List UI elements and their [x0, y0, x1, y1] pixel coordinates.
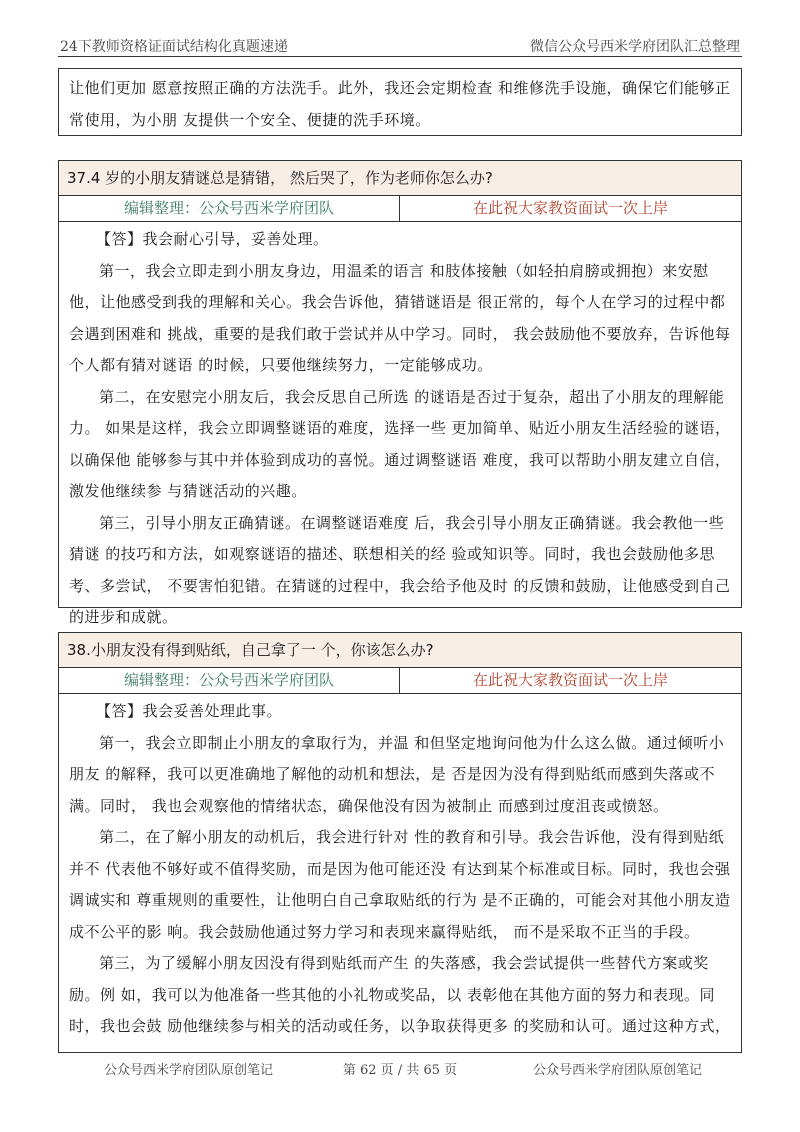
paragraph: 第一，我会立即制止小朋友的拿取行为，并温 和但坚定地询问他为什么这么做。通过倾听小朋友 的解释，我可以更准确地了解他的动机和想法，是 否是因为没有得到贴纸而感到失落或不满。同时， 我也会观察他的情绪状态，确保他没有因为被制止 而感到过度沮丧或愤怒。: [69, 733, 725, 815]
paragraph: 第二，在安慰完小朋友后，我会反思自己所选 的谜语是否过于复杂，超出了小朋友的理解能力。 如果是这样，我会立即调整谜语的难度，选择一些 更加简单、贴近小朋友生活经验的谜语，以确保他 能够参与其中并体验到成功的喜悦。通过调整谜语 难度，我可以帮助小朋友建立自信，激发他继续参 与猜谜活动的兴趣。: [69, 387, 731, 500]
header-right-title: 微信公众号西米学府团队汇总整理: [530, 39, 740, 55]
paragraph: 第二，在了解小朋友的动机后，我会进行针对 性的教育和引导。我会告诉他，没有得到贴纸并不 代表他不够好或不值得奖励，而是因为他可能还没 有达到某个标准或目标。同时，我也会强调诚实和 尊重规则的重要性，让他明白自己拿取贴纸的行为 是不正确的，可能会对其他小朋友造成不公平的影 响。我会鼓励他通过努力学习和表现来赢得贴纸， 而不是采取不正当的手段。: [69, 828, 731, 941]
continuation-text: [59, 69, 741, 136]
credit-wish: 在此祝大家教资面试一次上岸: [472, 199, 668, 217]
answer-lead: 【答】我会耐心引导，妥善处理。: [96, 230, 329, 248]
paragraph: 第一，我会立即走到小朋友身边，用温柔的语言 和肢体接触（如轻拍肩膀或拥抱）来安慰他，让他感受到我的理解和关心。我会告诉他，猜错谜语是 很正常的，每个人在学习的过程中都会遇到困难和 挑战，重要的是我们敢于尝试并从中学习。同时， 我会鼓励他不要放弃，告诉他每个人都有猜对谜语 的时候，只要他继续努力，一定能够成功。: [69, 261, 731, 374]
paragraph: 第三，为了缓解小朋友因没有得到贴纸而产生 的失落感，我会尝试提供一些替代方案或奖励。例 如，我可以为他准备一些其他的小礼物或奖品，以 表彰他在其他方面的努力和表现。同时，我也会鼓 励他继续参与相关的活动或任务，以争取获得更多 的奖励和认可。通过这种方式，: [69, 954, 731, 1035]
page-footer: [58, 1052, 742, 1083]
page-header: [58, 30, 742, 57]
answer-lead: 【答】我会妥善处理此事。: [96, 702, 283, 720]
continuation-box: [58, 68, 742, 136]
question-title: 38.小朋友没有得到贴纸，自己拿了一 个，你该怎么办?: [59, 633, 741, 668]
footer-right: 公众号西米学府团队原创笔记: [532, 1063, 702, 1078]
question-title: 37.4 岁的小朋友猜谜总是猜错， 然后哭了，作为老师你怎么办?: [59, 161, 741, 196]
credit-row: [59, 668, 741, 694]
footer-left: 公众号西米学府团队原创笔记: [104, 1063, 274, 1078]
credit-row: [59, 196, 741, 222]
credit-wish: 在此祝大家教资面试一次上岸: [472, 671, 668, 689]
paragraph: 让他们更加 愿意按照正确的方法洗手。此外，我还会定期检查 和维修洗手设施，确保它们能够正常使用，为小朋 友提供一个安全、便捷的洗手环境。: [69, 79, 731, 129]
credit-editor: 编辑整理：公众号西米学府团队: [59, 196, 400, 221]
question-37-box: [58, 160, 742, 626]
page-number: 第 62 页 / 共 65 页: [342, 1063, 458, 1078]
answer-body: [59, 222, 741, 634]
paragraph: 第三，引导小朋友正确猜谜。在调整谜语难度 后，我会引导小朋友正确猜谜。我会教他一些猜谜 的技巧和方法，如观察谜语的描述、联想相关的经 验或知识等。同时，我也会鼓励他多思考、多尝试， 不要害怕犯错。在猜谜的过程中，我会给予他及时 的反馈和鼓励，让他感受到自己的进步和成就。: [69, 513, 731, 626]
question-38-box: [58, 632, 742, 1052]
credit-editor: 编辑整理：公众号西米学府团队: [59, 668, 400, 693]
answer-body: [59, 694, 741, 1043]
header-left-title: 24下教师资格证面试结构化真题速递: [60, 39, 288, 55]
